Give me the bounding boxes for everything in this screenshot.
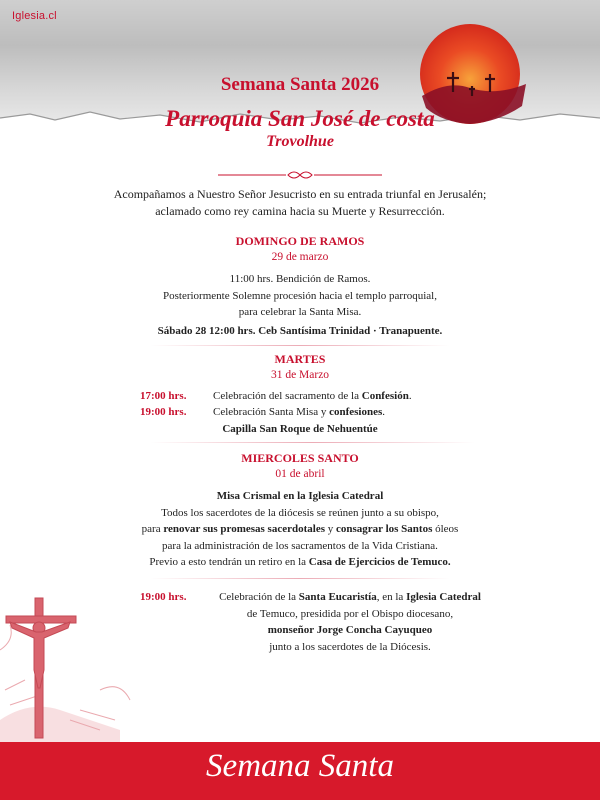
- event-title: Semana Santa 2026: [220, 74, 380, 95]
- body-text: .: [408, 390, 412, 402]
- time-text: 19:00 hrs.: [140, 406, 187, 418]
- section-date: 31 de Marzo: [270, 369, 330, 381]
- section-domingo-ramos: [0, 234, 600, 339]
- section-martes: [0, 352, 600, 383]
- section-miercoles-santo: [0, 451, 600, 571]
- ornament-divider: [218, 168, 382, 182]
- section-body: [0, 271, 600, 339]
- chapel-name: Capilla San Roque de Nehuentúe: [222, 423, 378, 435]
- time-text: 19:00 hrs.: [140, 591, 187, 603]
- body-text: .: [382, 406, 386, 418]
- time-text: 17:00 hrs.: [140, 390, 187, 402]
- body-line: Todos los sacerdotes de la diócesis se reúnen junto a su obispo,: [161, 506, 439, 519]
- section-eucaristia: [150, 589, 550, 655]
- body-text: . Bendición de Ramos.: [270, 273, 371, 285]
- schedule-row: [140, 388, 186, 404]
- footer-title: Semana Santa: [206, 748, 394, 784]
- section-title: MIERCOLES SANTO: [241, 451, 359, 465]
- body-line: para la administración de los sacramentos de la Vida Cristiana.: [162, 539, 438, 552]
- section-date: 29 de marzo: [271, 251, 329, 263]
- intro-text: [40, 186, 560, 220]
- parish-name: Parroquia San José de costa: [165, 106, 435, 131]
- intro-line: aclamado como rey camina hacia su Muerte y Resurrección.: [155, 204, 445, 218]
- body-heading: Misa Crismal en la Iglesia Catedral: [216, 490, 384, 502]
- body-text: Celebración Santa Misa y: [213, 406, 330, 418]
- section-body: [0, 488, 600, 571]
- crucifix-illustration: [0, 570, 150, 745]
- body-line: Previo a esto tendrán un retiro en la Casa de Ejercicios de Temuco.: [149, 556, 451, 568]
- body-line: [0, 271, 600, 288]
- bold-text: Confesión: [361, 390, 409, 402]
- parish-town: Trovolhue: [266, 133, 334, 150]
- intro-line: Acompañamos a Nuestro Señor Jesucristo en su entrada triunfal en Jerusalén;: [113, 187, 487, 201]
- section-title: DOMINGO DE RAMOS: [235, 234, 365, 248]
- section-divider: [150, 578, 450, 579]
- schedule-row-text: [213, 388, 412, 404]
- body-line: Posteriormente Solemne procesión hacia el templo parroquial,: [162, 289, 437, 302]
- bishop-name: monseñor Jorge Concha Cayuqueo: [267, 624, 433, 636]
- body-line: Celebración de la Santa Eucaristía, en la Iglesia Catedral: [219, 591, 481, 603]
- site-logo[interactable]: Iglesia.cl: [12, 10, 57, 22]
- schedule-row-text: [213, 404, 385, 420]
- section-divider: [150, 442, 475, 443]
- section-divider: [150, 345, 450, 346]
- body-line: junto a los sacerdotes de la Diócesis.: [269, 640, 431, 653]
- chapel-line: [0, 421, 600, 437]
- schedule-row: [140, 404, 186, 420]
- bold-text: confesiones: [329, 406, 383, 418]
- body-text: Celebración del sacramento de la: [213, 390, 362, 402]
- sabado-line: Sábado 28 12:00 hrs. Ceb Santísima Trinidad · Tranapuente.: [157, 324, 443, 337]
- time-text: 11:00 hrs: [229, 273, 271, 285]
- body-line: de Temuco, presidida por el Obispo diocesano,: [246, 607, 454, 620]
- section-date: 01 de abril: [275, 468, 325, 480]
- footer-banner: [0, 742, 600, 800]
- body-line: para celebrar la Santa Misa.: [238, 306, 362, 318]
- header: [0, 74, 600, 151]
- body-line: para renovar sus promesas sacerdotales y consagrar los Santos óleos: [141, 523, 459, 535]
- section-title: MARTES: [274, 352, 326, 366]
